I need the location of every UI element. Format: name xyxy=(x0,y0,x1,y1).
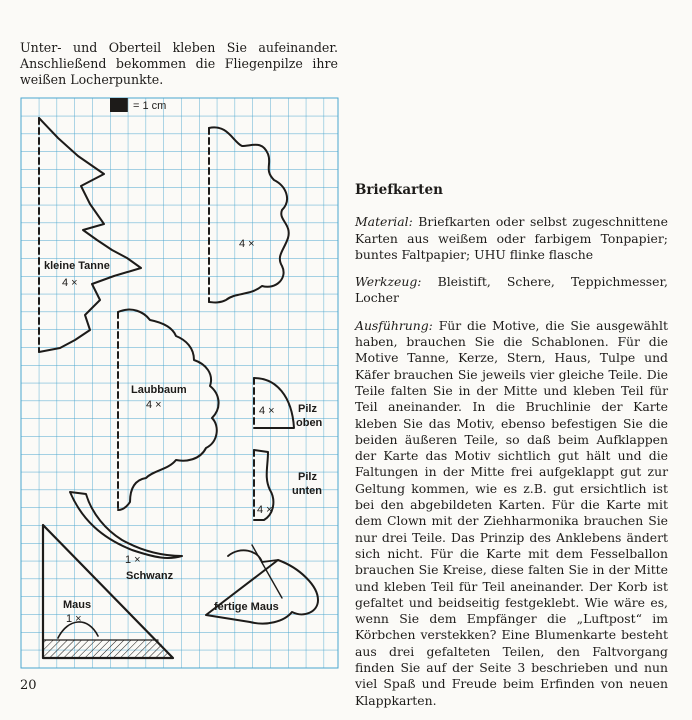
intro-paragraph: Unter- und Oberteil kleben Sie aufeinander. Anschließend bekommen die Fliegenpilze ihre weißen Locherpunkte. xyxy=(20,40,338,87)
material-label: Material: xyxy=(355,214,413,230)
laubbaum-count: 4 × xyxy=(146,399,162,411)
laubbaum-label: Laubbaum xyxy=(131,384,187,396)
werkzeug-label: Werkzeug: xyxy=(355,274,422,290)
pilz-oben-label-2: oben xyxy=(296,417,323,429)
scale-label: = 1 cm xyxy=(133,100,167,112)
tanne-count: 4 × xyxy=(62,277,78,289)
article xyxy=(355,182,668,720)
ausfuehrung-text: Für die Motive, die Sie ausgewählt haben, brauchen Sie die Schablonen. Für die Motive Tanne, Kerze, Stern, Haus, Tulpe und Käfer brauchen Sie jeweils vier gleiche Teile. Die Teile falten Sie in der Mitte und kleben Teil für Teil aneinander. In die Bruchlinie der Karte kleben Sie das Motiv, ebenso befestigen Sie die beiden äußeren Teile, so daß beim Aufklappen der Karte das Motiv sichtlich gut hält und die Faltungen in der Mitte frei aufgeklappt gut zur Geltung kommen, wie es z.B. gut ersichtlich ist bei den abgebildeten Karten. Für die Karte mit dem Clown mit der Ziehharmonika brauchen Sie nur drei Teile. Das Prinzip des Anklebens ändert sich nicht. Für die Karte mit dem Fesselballon brauchen Sie Kreise, diese falten Sie in der Mitte und kleben Teil für Teil aneinander. Der Korb ist gefaltet und beidseitig festgeklebt. Wie wäre es, wenn Sie dem Empfänger die „Luftpost“ im Körbchen verstekken? Eine Blumenkarte besteht aus drei gefalteten Teilen, den Faltvorgang finden Sie auf der Seite 3 beschrieben und nun viel Spaß und Freude beim Erfinden von neuen Klappkarten. xyxy=(355,317,668,708)
scale-square xyxy=(110,98,128,112)
schwanz-label: Schwanz xyxy=(126,570,174,582)
article-title: Briefkarten xyxy=(355,182,443,198)
baum-right-count: 4 × xyxy=(239,238,255,250)
schwanz-count: 1 × xyxy=(125,554,141,566)
grid-area xyxy=(21,98,338,668)
material-text: Briefkarten oder selbst zugeschnittene Karten aus weißem oder farbigem Tonpapier; buntes Faltpapier; UHU flinke flasche xyxy=(355,214,668,262)
material-paragraph xyxy=(355,214,668,263)
fertige-maus-label: fertige Maus xyxy=(214,601,279,613)
ausfuehrung-paragraph xyxy=(355,318,668,709)
page-number: 20 xyxy=(20,678,37,693)
pilz-oben-label-1: Pilz xyxy=(298,403,317,415)
werkzeug-paragraph xyxy=(355,274,668,307)
pilz-oben-count: 4 × xyxy=(259,405,275,417)
pilz-unten-label-2: unten xyxy=(292,485,322,497)
maus-count: 1 × xyxy=(66,613,82,625)
pilz-unten-label-1: Pilz xyxy=(298,471,317,483)
werkzeug-text: Bleistift, Schere, Teppichmesser, Locher xyxy=(355,274,668,306)
tanne-label: kleine Tanne xyxy=(44,260,110,272)
pilz-unten-count: 4 × xyxy=(257,504,273,516)
maus-label: Maus xyxy=(63,599,92,611)
ausfuehrung-label: Ausführung: xyxy=(355,317,433,333)
